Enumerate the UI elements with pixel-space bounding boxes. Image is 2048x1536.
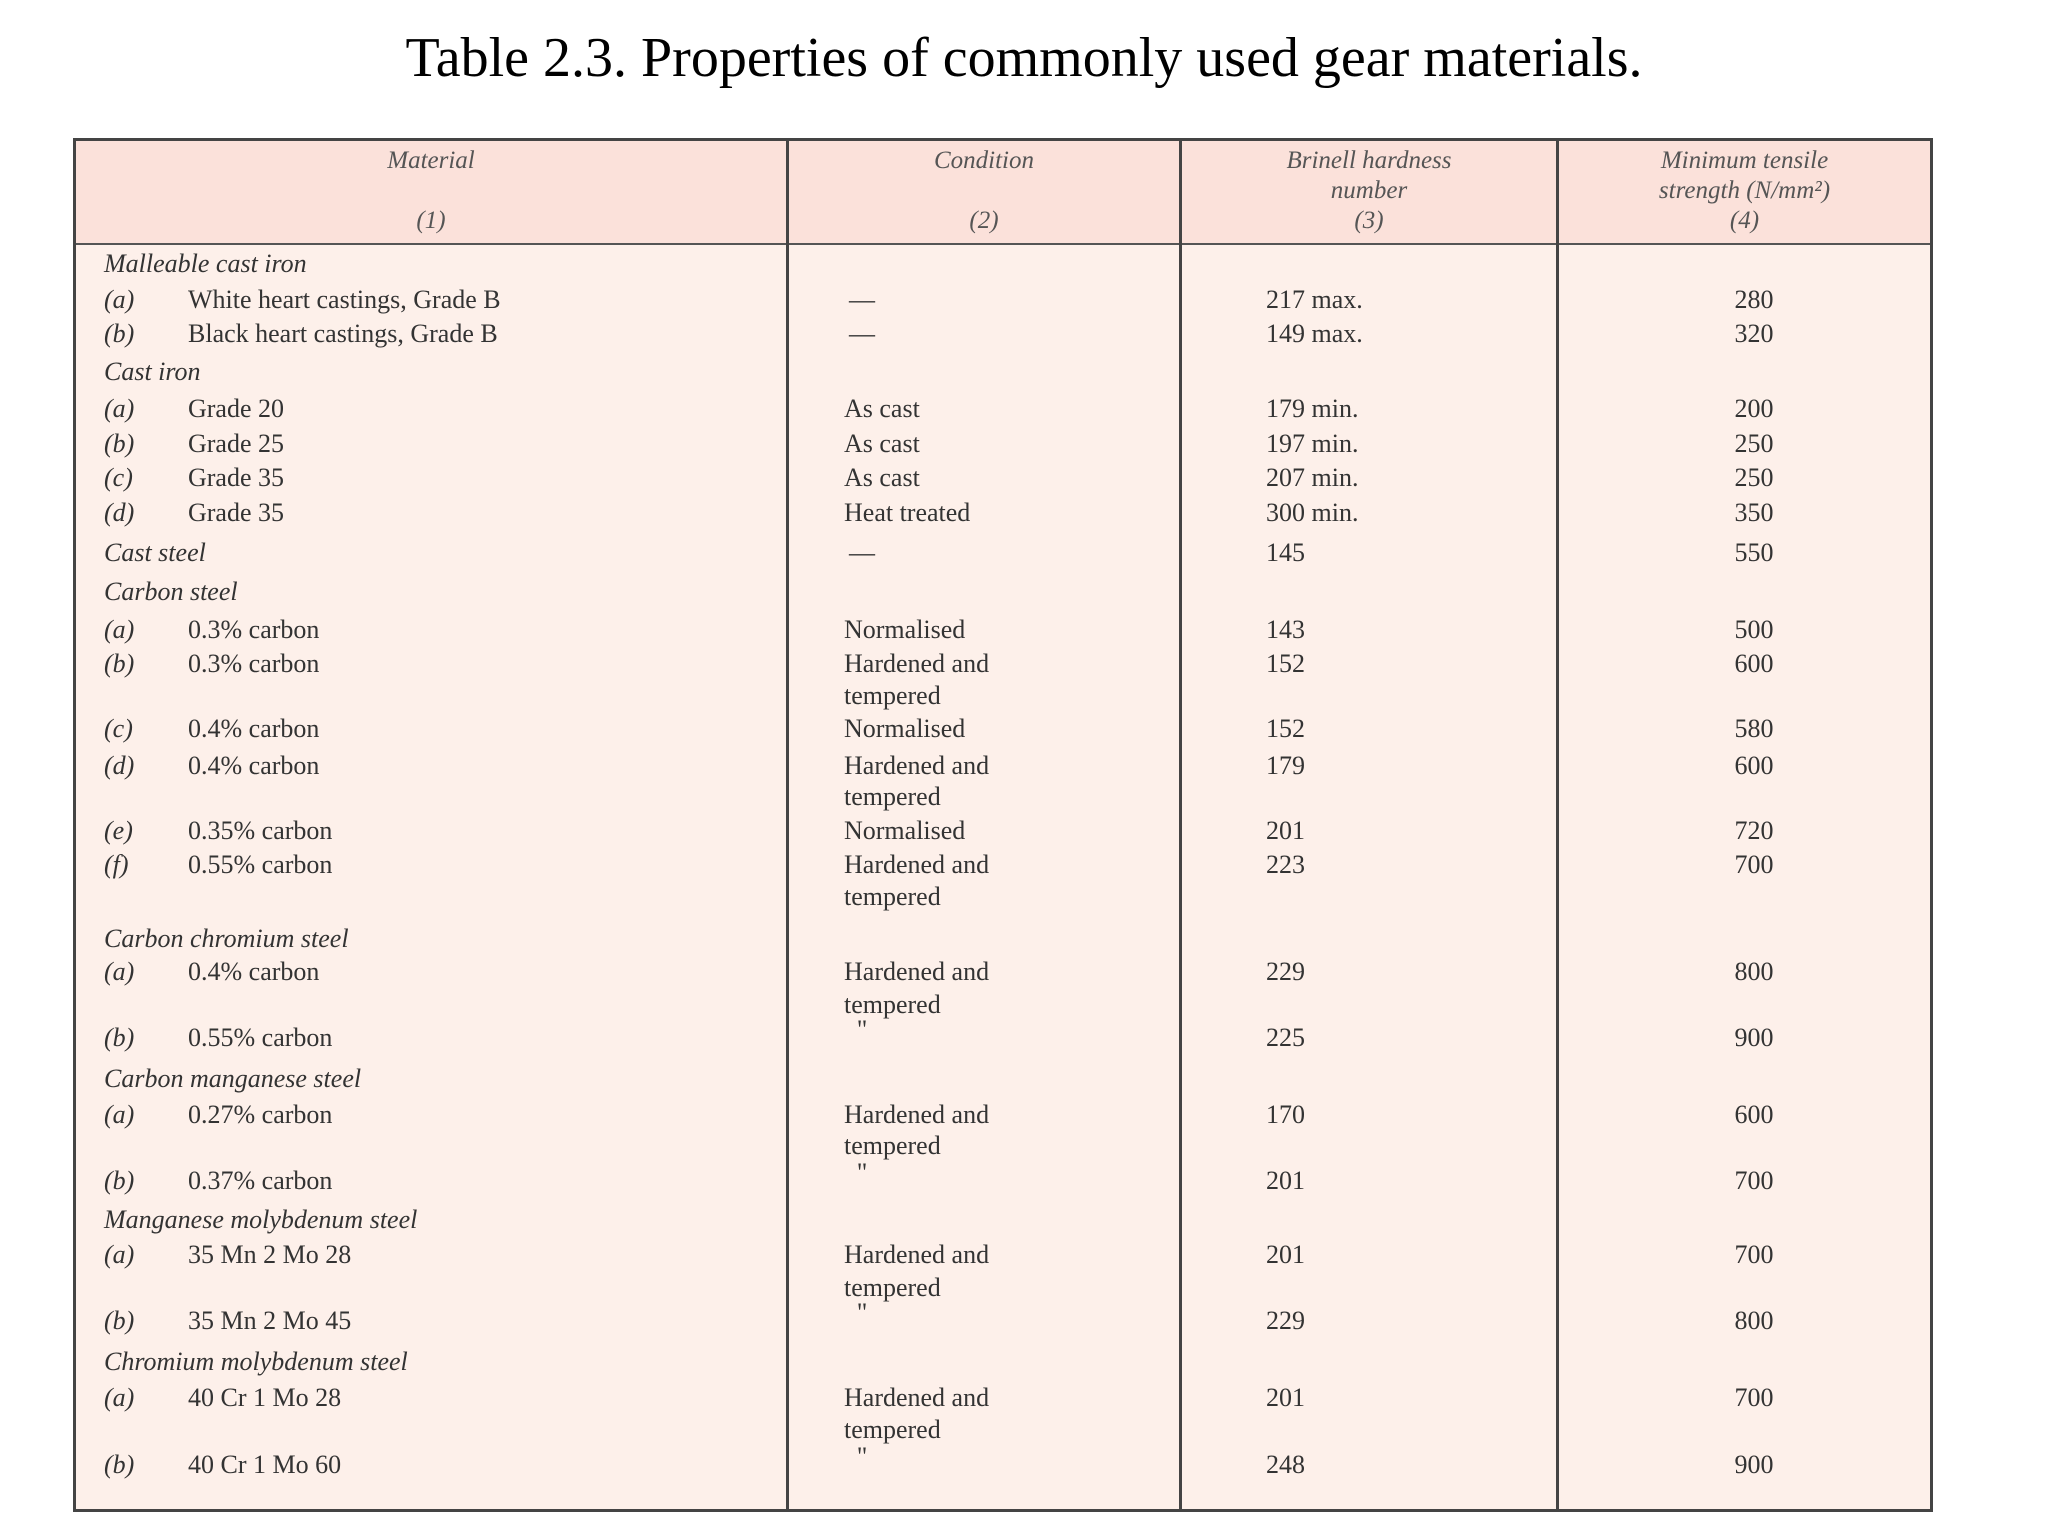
condition-cell: Normalised: [844, 615, 966, 644]
condition-cell: As cast: [844, 429, 920, 458]
header-tensile-num: (4): [1729, 207, 1760, 234]
condition-cell: As cast: [844, 463, 920, 492]
material-cell: 0.27% carbon: [188, 1100, 333, 1129]
ditto-mark: ": [856, 1442, 868, 1471]
header-brinell-line1: Brinell hardness: [1286, 147, 1452, 174]
row-tag: (b): [104, 319, 135, 348]
row-tag: (a): [104, 285, 135, 314]
section-heading: Chromium molybdenum steel: [104, 1347, 408, 1376]
tensile-cell: 500: [1734, 615, 1774, 644]
row-tag: (d): [104, 498, 135, 527]
ditto-mark: ": [856, 1015, 868, 1044]
condition-cell: tempered: [844, 990, 941, 1019]
condition-cell: tempered: [844, 1415, 941, 1444]
brinell-cell: 248: [1266, 1450, 1305, 1479]
header-material-label: Material: [387, 147, 475, 174]
table-title: Table 2.3. Properties of commonly used gear materials.: [405, 27, 1643, 89]
row-tag: (b): [104, 649, 135, 678]
material-cell: 0.37% carbon: [188, 1166, 333, 1195]
header-brinell: [1182, 141, 1556, 243]
header-material-num: (1): [416, 207, 446, 234]
material-cell: Grade 20: [188, 394, 285, 423]
row-tag: (a): [104, 615, 135, 644]
material-cell: 40 Cr 1 Mo 28: [188, 1383, 342, 1412]
condition-cell: Normalised: [844, 714, 966, 743]
row-tag: (c): [104, 714, 133, 743]
material-cell: 0.3% carbon: [188, 615, 320, 644]
brinell-cell: 207 min.: [1266, 463, 1359, 492]
tensile-cell: 200: [1734, 394, 1774, 423]
material-cell: 40 Cr 1 Mo 60: [188, 1450, 342, 1479]
header-condition: [789, 141, 1179, 243]
row-tag: (e): [104, 816, 133, 845]
material-cell: 0.4% carbon: [188, 957, 320, 986]
brinell-cell: 229: [1266, 1306, 1305, 1335]
row-tag: (a): [104, 957, 135, 986]
material-cell: Black heart castings, Grade B: [188, 319, 498, 348]
header-material: [76, 141, 786, 243]
tensile-cell: 550: [1734, 538, 1774, 567]
brinell-cell: 225: [1266, 1023, 1305, 1052]
condition-cell: —: [849, 538, 875, 567]
brinell-cell: 149 max.: [1266, 319, 1363, 348]
tensile-cell: 700: [1734, 850, 1774, 879]
tensile-cell: 600: [1734, 649, 1774, 678]
header-brinell-num: (3): [1354, 207, 1384, 234]
condition-cell: tempered: [844, 1273, 941, 1302]
condition-cell: Hardened and: [844, 957, 990, 986]
material-cell: 0.35% carbon: [188, 816, 333, 845]
row-tag: (c): [104, 463, 133, 492]
tensile-cell: 700: [1734, 1383, 1774, 1412]
tensile-cell: 800: [1734, 1306, 1774, 1335]
condition-cell: Hardened and: [844, 1100, 990, 1129]
tensile-cell: 700: [1734, 1166, 1774, 1195]
brinell-cell: 201: [1266, 1383, 1305, 1412]
brinell-cell: 223: [1266, 850, 1305, 879]
condition-cell: Heat treated: [844, 498, 971, 527]
material-cell: 0.55% carbon: [188, 850, 333, 879]
material-cell: 0.55% carbon: [188, 1023, 333, 1052]
row-tag: (f): [104, 850, 129, 879]
row-tag: (b): [104, 1450, 135, 1479]
condition-cell: Hardened and: [844, 649, 990, 678]
gear-materials-table: [73, 138, 1933, 1512]
tensile-cell: 250: [1734, 463, 1774, 492]
brinell-cell: 170: [1266, 1100, 1305, 1129]
tensile-cell: 600: [1734, 751, 1774, 780]
brinell-cell: 145: [1266, 538, 1305, 567]
ditto-mark: ": [856, 1158, 868, 1187]
condition-cell: tempered: [844, 882, 941, 911]
tensile-cell: 800: [1734, 957, 1774, 986]
condition-cell: —: [849, 319, 875, 348]
material-cell: White heart castings, Grade B: [188, 285, 501, 314]
brinell-cell: 201: [1266, 1166, 1305, 1195]
brinell-cell: 217 max.: [1266, 285, 1363, 314]
condition-cell: —: [849, 285, 875, 314]
row-tag: (b): [104, 429, 135, 458]
row-tag: (a): [104, 1240, 135, 1269]
header-tensile-line2: strength (N/mm²): [1658, 177, 1831, 204]
header-divider: [76, 243, 1930, 245]
tensile-cell: 320: [1734, 319, 1774, 348]
material-cell: Grade 35: [188, 463, 285, 492]
header-brinell-line2: number: [1330, 177, 1408, 204]
condition-cell: Hardened and: [844, 751, 990, 780]
brinell-cell: 201: [1266, 816, 1305, 845]
header-condition-label: Condition: [933, 147, 1034, 174]
tensile-cell: 250: [1734, 429, 1774, 458]
tensile-cell: 600: [1734, 1100, 1774, 1129]
condition-cell: tempered: [844, 681, 941, 710]
section-heading: Carbon steel: [104, 577, 238, 606]
condition-cell: Hardened and: [844, 1240, 990, 1269]
material-cell: 0.4% carbon: [188, 751, 320, 780]
tensile-cell: 900: [1734, 1450, 1774, 1479]
section-heading: Manganese molybdenum steel: [104, 1205, 418, 1234]
condition-cell: Hardened and: [844, 850, 990, 879]
material-cell: 0.4% carbon: [188, 714, 320, 743]
material-cell: Grade 25: [188, 429, 285, 458]
header-condition-num: (2): [969, 207, 999, 234]
material-cell: 0.3% carbon: [188, 649, 320, 678]
tensile-cell: 700: [1734, 1240, 1774, 1269]
section-heading: Carbon manganese steel: [104, 1064, 362, 1093]
tensile-cell: 280: [1734, 285, 1774, 314]
brinell-cell: 179 min.: [1266, 394, 1359, 423]
tensile-cell: 720: [1734, 816, 1774, 845]
condition-cell: tempered: [844, 782, 941, 811]
brinell-cell: 152: [1266, 714, 1305, 743]
condition-cell: Normalised: [844, 816, 966, 845]
tensile-cell: 900: [1734, 1023, 1774, 1052]
row-tag: (a): [104, 1100, 135, 1129]
row-tag: (b): [104, 1306, 135, 1335]
condition-cell: Hardened and: [844, 1383, 990, 1412]
row-tag: (b): [104, 1023, 135, 1052]
section-heading: Cast iron: [104, 357, 201, 386]
row-tag: (a): [104, 1383, 135, 1412]
row-tag: (a): [104, 394, 135, 423]
column-divider: [1556, 141, 1559, 1509]
section-heading: Malleable cast iron: [104, 249, 307, 278]
section-heading: Carbon chromium steel: [104, 924, 349, 953]
brinell-cell: 197 min.: [1266, 429, 1359, 458]
condition-cell: As cast: [844, 394, 920, 423]
material-cell: 35 Mn 2 Mo 45: [188, 1306, 352, 1335]
condition-cell: tempered: [844, 1131, 941, 1160]
material-cell: 35 Mn 2 Mo 28: [188, 1240, 352, 1269]
brinell-cell: 143: [1266, 615, 1305, 644]
brinell-cell: 229: [1266, 957, 1305, 986]
tensile-cell: 580: [1734, 714, 1774, 743]
row-tag: (d): [104, 751, 135, 780]
header-tensile-line1: Minimum tensile: [1660, 147, 1829, 174]
tensile-cell: 350: [1734, 498, 1774, 527]
material-cell: Grade 35: [188, 498, 285, 527]
row-tag: (b): [104, 1166, 135, 1195]
header-tensile: [1559, 141, 1930, 243]
column-divider: [1179, 141, 1182, 1509]
brinell-cell: 201: [1266, 1240, 1305, 1269]
brinell-cell: 152: [1266, 649, 1305, 678]
brinell-cell: 179: [1266, 751, 1305, 780]
brinell-cell: 300 min.: [1266, 498, 1359, 527]
ditto-mark: ": [856, 1298, 868, 1327]
section-heading: Cast steel: [104, 538, 206, 567]
